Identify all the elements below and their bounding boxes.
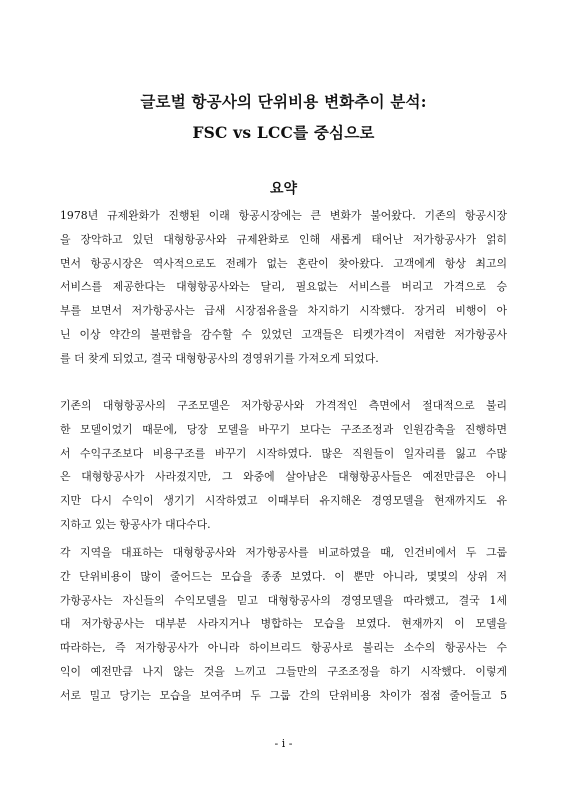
paragraph-line: 를 더 찾게 되었고, 결국 대형항공사의 경영위기를 가져오게 되었다. xyxy=(60,351,379,365)
paragraph-line: 지만 다시 수익이 생기기 시작하였고 이때부터 유지해온 경영모델을 현재까지도 유 xyxy=(60,494,507,508)
section-heading: 요약 xyxy=(269,181,298,197)
paragraph-2 xyxy=(60,394,507,537)
paragraph-line: 을 장악하고 있던 대형항공사와 규제완화로 인해 새롭게 태어난 저가항공사가 얽히 xyxy=(60,232,507,246)
paragraph-line: 닌 이상 약간의 불편함을 감수할 수 있었던 고객들은 티켓가격이 저렴한 저가항공사 xyxy=(60,327,507,341)
paragraph-line: 부를 보면서 저가항공사는 급새 시장점유율을 차지하기 시작했다. 장거리 비행이 아 xyxy=(60,304,507,318)
paragraph-line: 대 저가항공사는 대부분 사라지거나 병합하는 모습을 보였다. 현재까지 이 모델을 xyxy=(60,617,507,631)
paragraph-line: 서비스를 제공한다는 대형항공사와는 달리, 필요없는 서비스를 버리고 가격으로 승 xyxy=(60,280,507,294)
title-line-2: FSC vs LCC를 중심으로 xyxy=(192,123,375,142)
paragraph-1 xyxy=(60,204,507,371)
paragraph-line: 서로 밀고 당기는 모습을 보여주며 두 그룹 간의 단위비용 차이가 점점 줄어들고 5 xyxy=(60,688,507,702)
paragraph-line: 서 수익구조보다 비용구조를 바꾸기 시작하였다. 많은 직원들이 일자리를 잃고 수많 xyxy=(60,446,507,460)
paragraph-line: 익이 예전만큼 나지 않는 것을 느끼고 그들만의 구조조정을 하기 시작했다. 이렇게 xyxy=(60,664,507,678)
paragraph-line: 간 단위비용이 많이 줄어드는 모습을 종종 보였다. 이 뿐만 아니라, 몇몇의 상위 저 xyxy=(60,569,507,583)
paragraph-line: 면서 항공시장은 역사적으로도 전례가 없는 혼란이 찾아왔다. 고객에게 항상 최고의 xyxy=(60,256,507,270)
paragraph-line: 한 모델이었기 때문에, 당장 모델을 바꾸기 보다는 구조조정과 인원감축을 진행하면 xyxy=(60,422,507,436)
paragraph-line: 지하고 있는 항공사가 대다수다. xyxy=(60,517,211,531)
title-line-1: 글로벌 항공사의 단위비용 변화추이 분석: xyxy=(140,92,427,111)
paragraph-line: 기존의 대형항공사의 구조모델은 저가항공사와 가격적인 측면에서 절대적으로 불리 xyxy=(60,399,507,412)
page-number: - i - xyxy=(274,737,293,750)
paragraph-line: 은 대형항공사가 사라졌지만, 그 와중에 살아남은 대형항공사들은 예전만큼은 아니 xyxy=(60,470,507,484)
paragraph-line: 1978년 규제완화가 진행된 이래 항공시장에는 큰 변화가 불어왔다. 기존의 항공시장 xyxy=(60,209,507,222)
paragraph-line: 각 지역을 대표하는 대형항공사와 저가항공사를 비교하였을 때, 인건비에서 두 그룹 xyxy=(60,546,507,559)
paragraph-line: 따라하는, 즉 저가항공사가 아니라 하이브리드 항공사로 불리는 소수의 항공사는 수 xyxy=(60,641,507,655)
paragraph-line: 가항공사는 자신들의 수익모델을 믿고 대형항공사의 경영모델을 따라했고, 결국 1세 xyxy=(60,593,507,607)
paragraph-3 xyxy=(60,541,507,708)
